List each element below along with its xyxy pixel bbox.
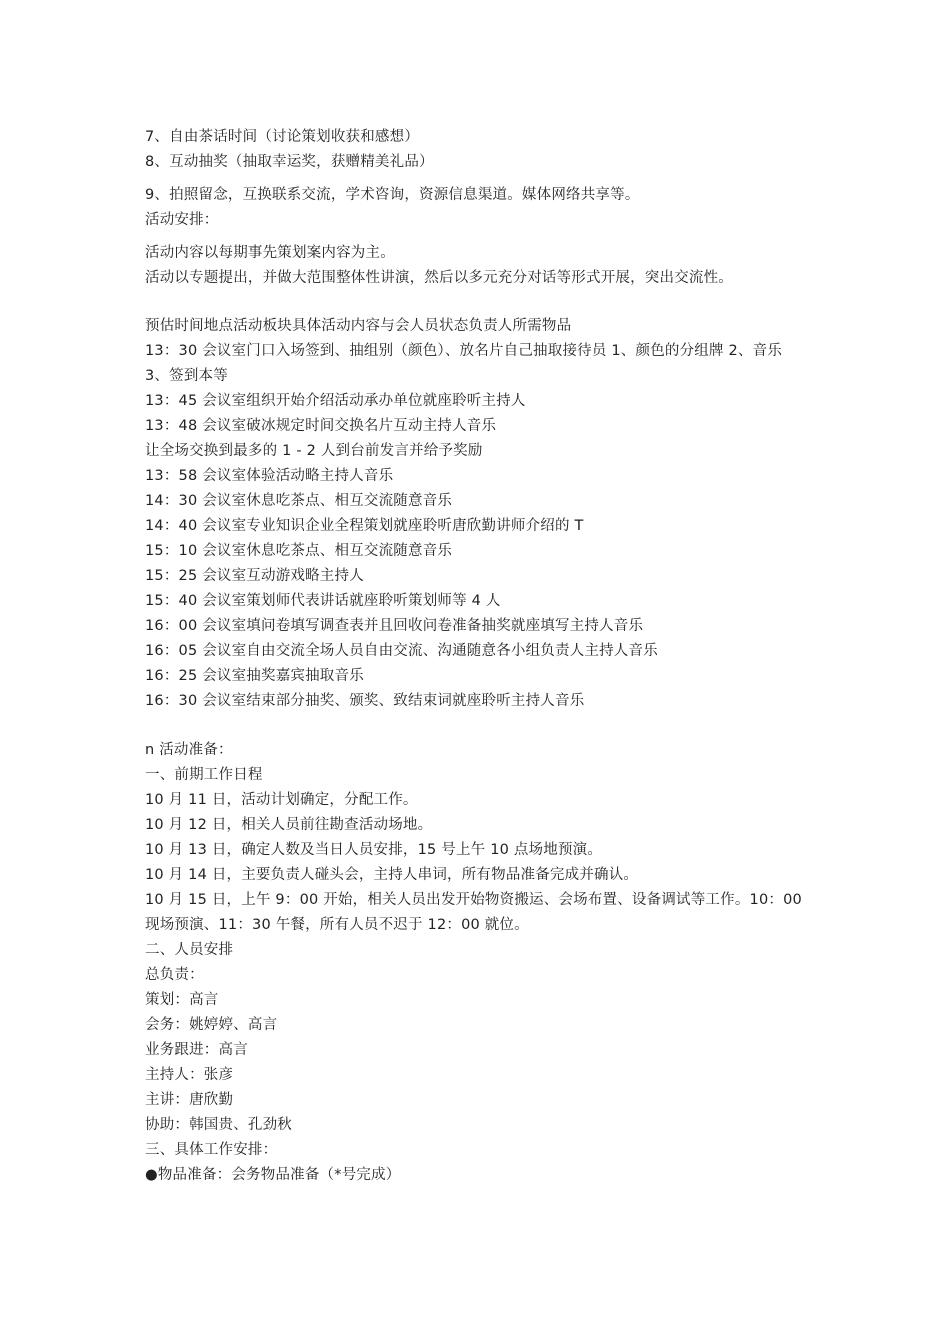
schedule-row: 16：05 会议室自由交流全场人员自由交流、沟通随意各小组负责人主持人音乐 [145, 643, 658, 659]
text-line: 活动以专题提出，并做大范围整体性讲演，然后以多元充分对话等形式开展，突出交流性。 [145, 270, 733, 286]
schedule-row: 16：25 会议室抽奖嘉宾抽取音乐 [145, 668, 364, 684]
schedule-row: 3、签到本等 [145, 368, 228, 384]
text-line: 10 月 15 日，上午 9：00 开始，相关人员出发开始物资搬运、会场布置、设备调试等工作。10：00 [145, 892, 802, 908]
text-line: 会务：姚婷婷、高言 [145, 1017, 278, 1033]
schedule-row: 14：30 会议室休息吃茶点、相互交流随意音乐 [145, 493, 453, 509]
text-line: 9、拍照留念，互换联系交流，学术咨询，资源信息渠道。媒体网络共享等。 [145, 187, 640, 203]
schedule-row: 13：45 会议室组织开始介绍活动承办单位就座聆听主持人 [145, 393, 526, 409]
text-line: 10 月 11 日，活动计划确定，分配工作。 [145, 792, 418, 808]
schedule-row: 14：40 会议室专业知识企业全程策划就座聆听唐欣勤讲师介绍的 T [145, 518, 584, 534]
section-preparation [145, 738, 835, 1188]
text-line: 10 月 14 日，主要负责人碰头会，主持人串词，所有物品准备完成并确认。 [145, 867, 639, 883]
section-schedule [145, 314, 835, 714]
text-line: 主持人：张彦 [145, 1067, 234, 1083]
document-page [145, 125, 835, 1188]
text-line: 7、自由茶话时间（讨论策划收获和感想） [145, 129, 420, 145]
text-line: 协助：韩国贵、孔劲秋 [145, 1117, 292, 1133]
text-line: 10 月 13 日，确定人数及当日人员安排，15 号上午 10 点场地预演。 [145, 842, 603, 858]
text-line: 活动内容以每期事先策划案内容为主。 [145, 245, 395, 261]
section-heading: 三、具体工作安排： [145, 1142, 278, 1158]
schedule-row: 13：48 会议室破冰规定时间交换名片互动主持人音乐 [145, 418, 497, 434]
section-heading: 一、前期工作日程 [145, 767, 263, 783]
section-heading: n 活动准备： [145, 742, 233, 758]
text-line: 8、互动抽奖（抽取幸运奖，获赠精美礼品） [145, 154, 434, 170]
schedule-row: 让全场交换到最多的 1 - 2 人到台前发言并给予奖励 [145, 443, 483, 459]
text-line: ●物品准备：会务物品准备（*号完成） [145, 1167, 401, 1183]
schedule-row: 15：25 会议室互动游戏略主持人 [145, 568, 364, 584]
schedule-row: 16：30 会议室结束部分抽奖、颁奖、致结束词就座聆听主持人音乐 [145, 693, 585, 709]
text-line: 现场预演、11：30 午餐，所有人员不迟于 12：00 就位。 [145, 917, 529, 933]
schedule-row: 15：10 会议室休息吃茶点、相互交流随意音乐 [145, 543, 453, 559]
section-items-b [145, 183, 835, 233]
section-heading: 二、人员安排 [145, 942, 234, 958]
schedule-header: 预估时间地点活动板块具体活动内容与会人员状态负责人所需物品 [145, 318, 572, 334]
text-line: 业务跟进：高言 [145, 1042, 248, 1058]
schedule-row: 13：58 会议室体验活动略主持人音乐 [145, 468, 394, 484]
text-line: 主讲：唐欣勤 [145, 1092, 234, 1108]
text-line: 10 月 12 日，相关人员前往勘查活动场地。 [145, 817, 433, 833]
section-items-a [145, 125, 835, 175]
text-line: 总负责： [145, 967, 204, 983]
schedule-row: 13：30 会议室门口入场签到、抽组别（颜色）、放名片自己抽取接待员 1、颜色的分组牌 2、音乐 [145, 343, 783, 359]
section-heading: 活动安排： [145, 212, 219, 228]
section-intro [145, 241, 835, 291]
schedule-row: 16：00 会议室填问卷填写调查表并且回收问卷准备抽奖就座填写主持人音乐 [145, 618, 644, 634]
schedule-row: 15：40 会议室策划师代表讲话就座聆听策划师等 4 人 [145, 593, 501, 609]
text-line: 策划：高言 [145, 992, 219, 1008]
